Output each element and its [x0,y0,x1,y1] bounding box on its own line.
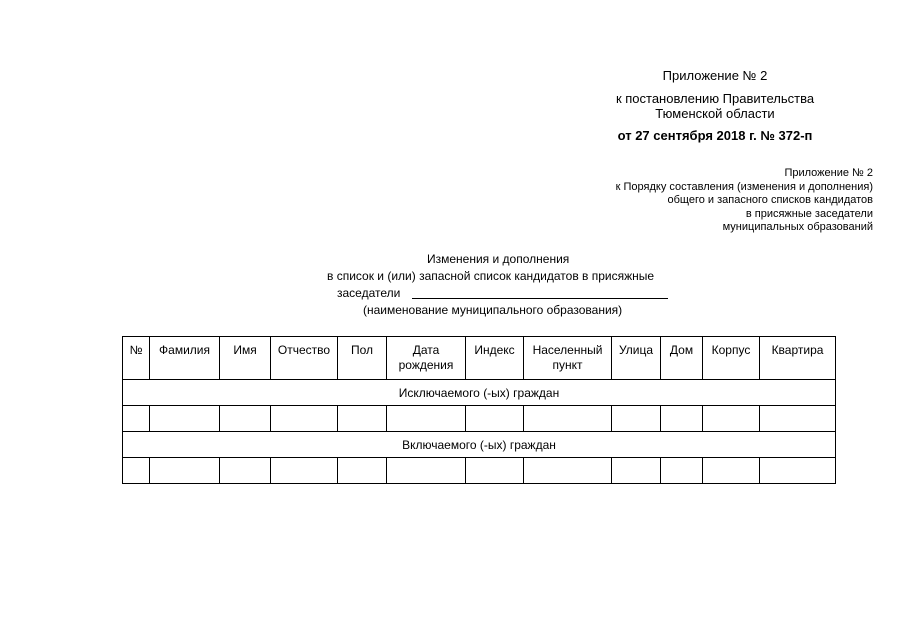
table-cell[interactable] [150,458,220,484]
form-title-line2: в список и (или) запасной список кандидатов в присяжные [327,269,655,283]
appendix-title: Приложение № 2 [662,68,768,83]
municipality-blank-line [412,298,668,299]
table-cell[interactable] [703,406,760,432]
table-cell[interactable] [220,458,271,484]
column-header: Дата рождения [387,337,466,380]
table-cell[interactable] [150,406,220,432]
table-cell[interactable] [661,406,703,432]
column-header: Улица [612,337,661,380]
table-cell[interactable] [387,458,466,484]
column-header: Индекс [466,337,524,380]
column-header: Корпус [703,337,760,380]
table-cell[interactable] [123,406,150,432]
column-header: № [123,337,150,380]
table-cell[interactable] [612,406,661,432]
region-name: Тюменской области [655,106,775,121]
column-header: Квартира [760,337,836,380]
table-cell[interactable] [466,406,524,432]
column-header: Фамилия [150,337,220,380]
inner-appendix-line: общего и запасного списков кандидатов [667,194,873,206]
table-cell[interactable] [271,406,338,432]
section-label-excluded: Исключаемого (-ых) граждан [123,380,836,406]
section-row-included [123,432,836,458]
column-header: Отчество [271,337,338,380]
inner-appendix-line: к Порядку составления (изменения и дополнения) [615,180,873,193]
column-header: Пол [338,337,387,380]
table-row [123,458,836,484]
column-header: Населенный пункт [524,337,612,380]
table-cell[interactable] [387,406,466,432]
form-title-caption: (наименование муниципального образования) [363,303,623,317]
table-cell[interactable] [271,458,338,484]
resolution-reference: к постановлению Правительства [615,91,815,106]
table-row [123,406,836,432]
resolution-date-number: от 27 сентября 2018 г. № 372-п [617,128,813,143]
table-cell[interactable] [661,458,703,484]
inner-appendix-line: в присяжные заседатели [745,207,873,220]
inner-appendix-block [616,167,873,235]
table-cell[interactable] [466,458,524,484]
table-header-row [123,337,836,380]
table-cell[interactable] [760,458,836,484]
table-cell[interactable] [612,458,661,484]
table-cell[interactable] [703,458,760,484]
table-cell[interactable] [524,406,612,432]
form-title-line1: Изменения и дополнения [427,252,570,266]
section-row-excluded [123,380,836,406]
table-cell[interactable] [220,406,271,432]
table-cell[interactable] [524,458,612,484]
table-cell[interactable] [338,458,387,484]
inner-appendix-line: муниципальных образований [722,221,873,233]
column-header: Дом [661,337,703,380]
inner-appendix-line: Приложение № 2 [784,167,873,179]
section-label-included: Включаемого (-ых) граждан [123,432,836,458]
form-title-prefix: заседатели [337,286,401,300]
candidates-table [122,336,836,484]
table-cell[interactable] [760,406,836,432]
table-cell[interactable] [338,406,387,432]
table-cell[interactable] [123,458,150,484]
column-header: Имя [220,337,271,380]
